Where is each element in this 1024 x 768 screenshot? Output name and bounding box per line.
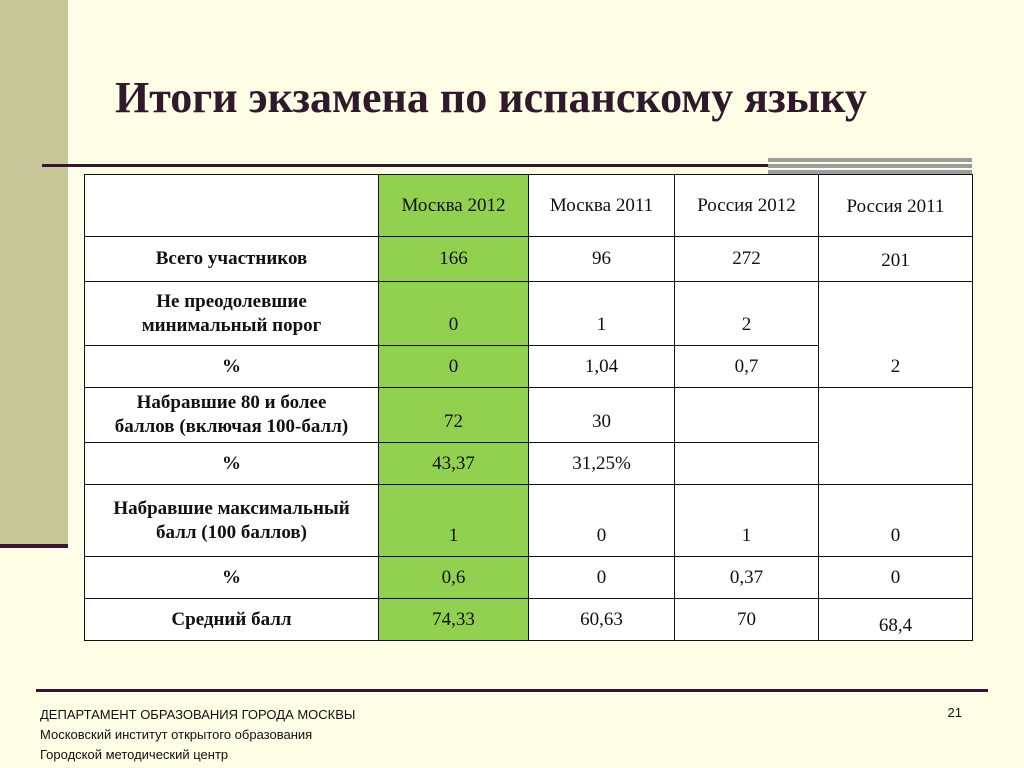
cell-moscow-2011: 96 xyxy=(529,237,675,282)
cell-russia-2011: 0 xyxy=(819,485,973,557)
footer-rule xyxy=(36,689,988,692)
header-moscow-2011: Москва 2011 xyxy=(529,175,675,237)
table-row xyxy=(85,388,973,443)
header-cell-empty xyxy=(85,175,379,237)
cell-moscow-2011: 0 xyxy=(529,485,675,557)
results-table xyxy=(84,174,973,641)
cell-russia-2011: 68,4 xyxy=(819,599,973,641)
cell-russia-2012: 0,7 xyxy=(675,346,819,388)
row-label-line: Не преодолевшие xyxy=(156,290,307,312)
cell-moscow-2012: 166 xyxy=(379,237,529,282)
row-label-line: баллов (включая 100-балл) xyxy=(114,416,349,437)
header-russia-2012: Россия 2012 xyxy=(675,175,819,237)
cell-moscow-2011: 30 xyxy=(529,388,675,443)
row-label xyxy=(85,485,379,557)
row-label-line: минимальный порог xyxy=(141,314,322,336)
row-label: Средний балл xyxy=(85,599,379,641)
cell-moscow-2011: 1 xyxy=(529,282,675,346)
cell-russia-2011: 2 xyxy=(819,282,973,388)
cell-moscow-2012: 0 xyxy=(379,346,529,388)
table-row xyxy=(85,237,973,282)
cell-moscow-2012: 74,33 xyxy=(379,599,529,641)
cell-moscow-2011: 0 xyxy=(529,557,675,599)
cell-russia-2011 xyxy=(819,388,973,485)
footer-institute: Московский институт открытого образования xyxy=(40,727,313,742)
page-number: 21 xyxy=(947,705,962,720)
cell-moscow-2011: 60,63 xyxy=(529,599,675,641)
cell-russia-2011: 0 xyxy=(819,557,973,599)
row-label-line: Набравшие максимальный xyxy=(113,497,350,519)
table-header-row xyxy=(85,175,973,237)
cell-russia-2011: 201 xyxy=(819,237,973,282)
cell-russia-2012: 70 xyxy=(675,599,819,641)
cell-russia-2012 xyxy=(675,388,819,443)
cell-russia-2012: 2 xyxy=(675,282,819,346)
left-decorative-band xyxy=(0,0,68,548)
cell-russia-2012: 272 xyxy=(675,237,819,282)
row-label-line: балл (100 баллов) xyxy=(156,521,307,543)
table-row xyxy=(85,557,973,599)
cell-russia-2012 xyxy=(675,443,819,485)
row-label-line: Набравшие 80 и более xyxy=(136,392,327,413)
row-label: % xyxy=(85,443,379,485)
footer-center: Городской методический центр xyxy=(40,747,229,762)
row-label: Всего участников xyxy=(85,237,379,282)
cell-russia-2012: 0,37 xyxy=(675,557,819,599)
cell-moscow-2012: 0,6 xyxy=(379,557,529,599)
header-russia-2011: Россия 2011 xyxy=(819,175,973,237)
table-row xyxy=(85,485,973,557)
left-decorative-rule xyxy=(0,544,68,548)
cell-moscow-2012: 43,37 xyxy=(379,443,529,485)
cell-moscow-2011: 1,04 xyxy=(529,346,675,388)
row-label: % xyxy=(85,557,379,599)
footer-department: ДЕПАРТАМЕНТ ОБРАЗОВАНИЯ ГОРОДА МОСКВЫ xyxy=(40,707,356,722)
row-label xyxy=(85,388,379,443)
cell-moscow-2012: 0 xyxy=(379,282,529,346)
table-row xyxy=(85,599,973,641)
slide-title: Итоги экзамена по испанскому языку xyxy=(115,73,867,122)
cell-russia-2012: 1 xyxy=(675,485,819,557)
header-moscow-2012: Москва 2012 xyxy=(379,175,529,237)
row-label: % xyxy=(85,346,379,388)
row-label xyxy=(85,282,379,346)
cell-moscow-2012: 1 xyxy=(379,485,529,557)
footer xyxy=(40,705,355,765)
cell-moscow-2011: 31,25% xyxy=(529,443,675,485)
cell-moscow-2012: 72 xyxy=(379,388,529,443)
table-row xyxy=(85,282,973,346)
